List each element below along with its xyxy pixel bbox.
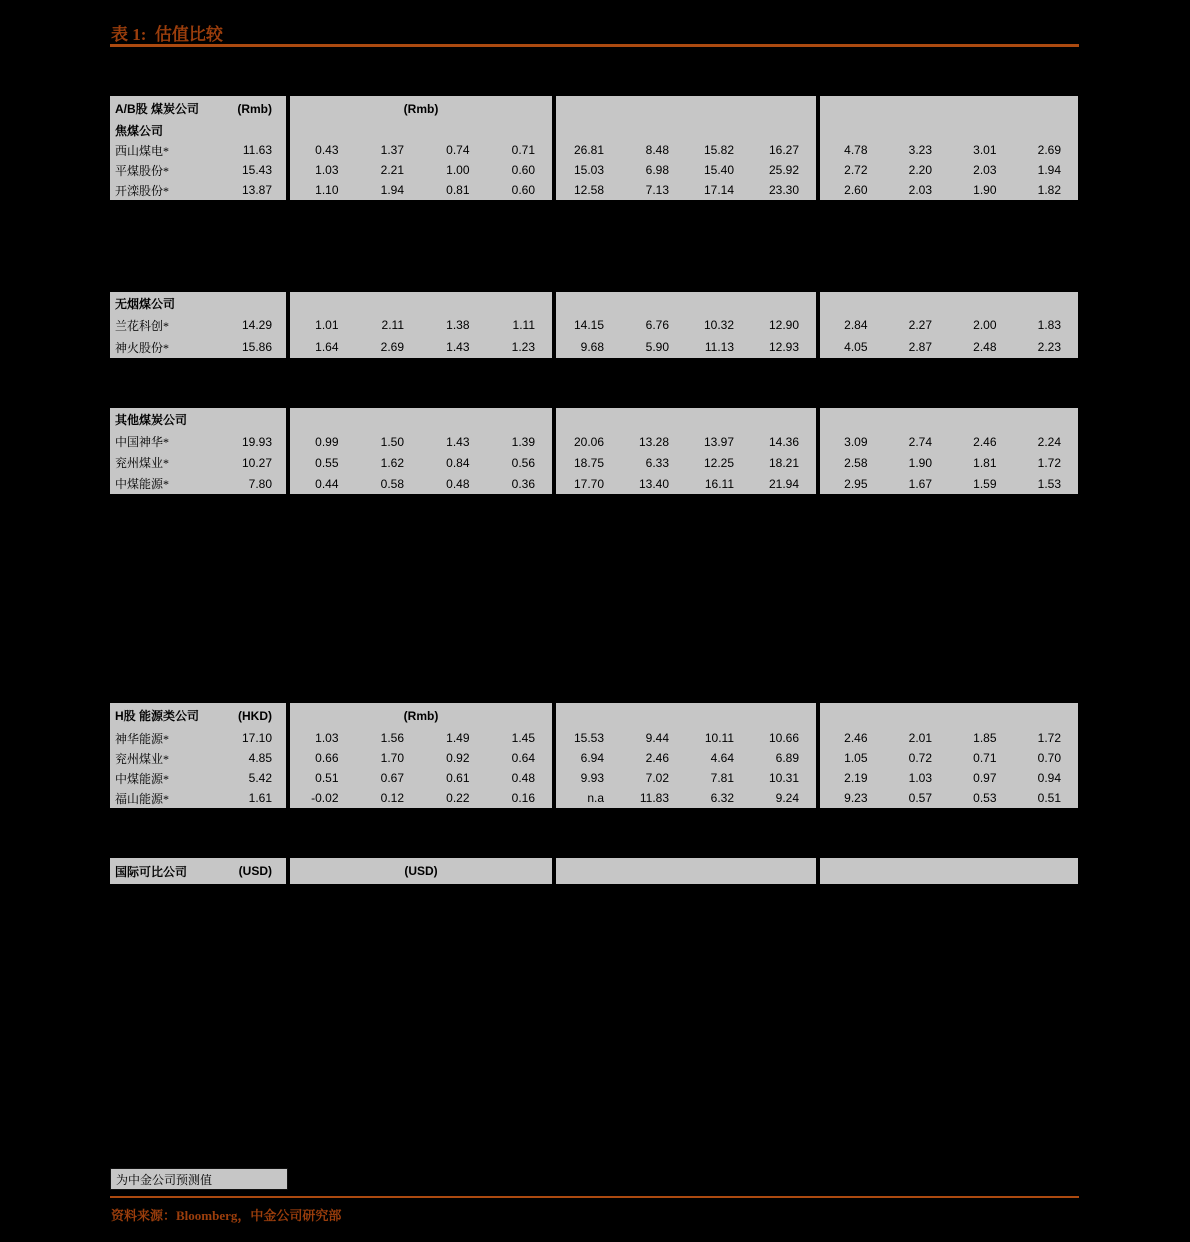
value-cell: 1.50 [380, 434, 404, 449]
value-group [820, 160, 1078, 180]
category-cell [110, 408, 286, 431]
value-cell: 1.72 [1037, 455, 1061, 470]
value-group [556, 314, 816, 336]
category-row [110, 408, 1078, 431]
header-group3-cell [556, 858, 816, 884]
value-cell: 4.64 [710, 751, 734, 765]
price-cell: 1.61 [248, 791, 272, 805]
value-group [556, 768, 816, 788]
value-cell: 0.51 [315, 771, 339, 785]
header-group4-cell [820, 96, 1078, 121]
value-cell: 1.70 [380, 751, 404, 765]
value-cell: 2.03 [973, 163, 997, 177]
table-anthracite [110, 292, 1078, 358]
value-cell: 6.98 [645, 163, 669, 177]
value-cell: 17.14 [703, 183, 734, 197]
empty-cell [820, 121, 1078, 140]
header-group4-cell [820, 858, 1078, 884]
value-cell: 2.69 [380, 340, 404, 354]
value-cell: 15.40 [703, 163, 734, 177]
empty-cell [556, 408, 816, 431]
value-cell: 1.43 [446, 434, 470, 449]
value-cell: 10.31 [768, 771, 799, 785]
value-cell: 1.49 [446, 731, 470, 745]
empty-cell [820, 292, 1078, 314]
value-cell: 11.13 [704, 340, 734, 354]
value-cell: 0.43 [315, 143, 339, 157]
company-cell [110, 314, 286, 336]
company-name: 中煤能源* [115, 477, 170, 491]
value-cell: 0.84 [446, 455, 470, 470]
table-row [110, 431, 1078, 452]
value-group [820, 788, 1078, 808]
group2-unit-label: (Rmb) [403, 101, 439, 116]
value-cell: 4.05 [844, 340, 868, 354]
value-group [820, 314, 1078, 336]
table-other-coal [110, 408, 1078, 494]
value-cell: 1.38 [446, 318, 470, 332]
company-name: 西山煤电* [115, 143, 170, 158]
company-name: 平煤股份* [115, 163, 170, 178]
value-cell: 6.33 [645, 455, 669, 470]
value-group [290, 473, 552, 494]
value-group [556, 473, 816, 494]
value-cell: 1.56 [380, 731, 404, 745]
header-group3-cell [556, 96, 816, 121]
value-cell: 1.67 [908, 476, 932, 491]
value-cell: 0.81 [446, 183, 470, 197]
value-cell: 9.44 [645, 731, 669, 745]
empty-cell [556, 121, 816, 140]
value-cell: 2.00 [973, 318, 997, 332]
company-cell [110, 452, 286, 473]
value-cell: 1.90 [973, 183, 997, 197]
value-cell: 20.06 [573, 434, 604, 449]
value-cell: 6.89 [775, 751, 799, 765]
table-row [110, 473, 1078, 494]
value-cell: 1.94 [380, 183, 404, 197]
category-row [110, 292, 1078, 314]
table-row [110, 180, 1078, 200]
value-cell: 0.22 [446, 791, 470, 805]
value-cell: 4.78 [844, 143, 868, 157]
value-group [820, 728, 1078, 748]
value-cell: 18.75 [573, 455, 604, 470]
company-cell [110, 180, 286, 200]
empty-cell [290, 121, 552, 140]
value-cell: 0.48 [511, 771, 535, 785]
price-cell: 5.42 [248, 771, 272, 785]
value-cell: 12.58 [573, 183, 604, 197]
value-group [290, 314, 552, 336]
value-cell: 2.24 [1037, 434, 1061, 449]
table-row [110, 160, 1078, 180]
value-cell: 0.74 [446, 143, 470, 157]
bottom-rule [110, 1196, 1079, 1198]
company-cell [110, 473, 286, 494]
value-group [556, 160, 816, 180]
value-cell: 0.99 [315, 434, 339, 449]
value-cell: 6.32 [710, 791, 734, 805]
value-cell: 15.82 [703, 143, 734, 157]
value-cell: 18.21 [768, 455, 799, 470]
value-cell: 2.46 [844, 731, 868, 745]
value-cell: 0.57 [908, 791, 932, 805]
value-cell: 14.15 [573, 318, 604, 332]
value-cell: 2.58 [844, 455, 868, 470]
value-cell: 0.58 [380, 476, 404, 491]
category-cell [110, 121, 286, 140]
value-cell: 1.11 [512, 318, 535, 332]
value-cell: 1.00 [446, 163, 470, 177]
value-cell: 21.94 [768, 476, 799, 491]
value-cell: 23.30 [768, 183, 799, 197]
value-cell: 2.69 [1037, 143, 1061, 157]
value-cell: 17.70 [573, 476, 604, 491]
value-group [820, 452, 1078, 473]
price-cell: 4.85 [248, 751, 272, 765]
value-cell: 13.28 [638, 434, 669, 449]
value-cell: 9.24 [775, 791, 799, 805]
value-cell: 7.81 [710, 771, 734, 785]
value-cell: 0.61 [446, 771, 470, 785]
value-cell: 13.97 [703, 434, 734, 449]
value-cell: 2.23 [1037, 340, 1061, 354]
value-group [556, 788, 816, 808]
value-cell: 0.36 [511, 476, 535, 491]
table-row [110, 336, 1078, 358]
value-cell: 2.74 [908, 434, 932, 449]
table-row [110, 768, 1078, 788]
value-cell: 0.94 [1037, 771, 1061, 785]
company-name: 兖州煤业* [115, 751, 170, 766]
source-line: 资料来源：Bloomberg，中金公司研究部 [111, 1208, 342, 1223]
value-cell: 1.03 [315, 731, 339, 745]
table-row [110, 748, 1078, 768]
company-cell [110, 160, 286, 180]
company-name: 中煤能源* [115, 771, 170, 786]
company-name: 兖州煤业* [115, 456, 170, 470]
value-cell: 1.81 [973, 455, 997, 470]
header-left-cell [110, 703, 286, 728]
value-cell: 26.81 [573, 143, 604, 157]
value-cell: 11.83 [639, 791, 669, 805]
value-cell: 1.53 [1037, 476, 1061, 491]
value-cell: 12.90 [768, 318, 799, 332]
value-cell: 0.56 [511, 455, 535, 470]
value-group [820, 336, 1078, 358]
header-left-cell [110, 858, 286, 884]
value-cell: 0.60 [511, 163, 535, 177]
price-cell: 7.80 [248, 476, 272, 491]
value-group [290, 768, 552, 788]
company-cell [110, 748, 286, 768]
value-cell: 1.37 [380, 143, 404, 157]
price-cell: 15.43 [241, 163, 272, 177]
value-cell: 1.83 [1037, 318, 1061, 332]
value-cell: 10.32 [703, 318, 734, 332]
company-name: 开滦股份* [115, 183, 170, 198]
value-cell: 0.72 [908, 751, 932, 765]
value-cell: 16.27 [768, 143, 799, 157]
value-cell: 1.43 [446, 340, 470, 354]
value-cell: 2.46 [645, 751, 669, 765]
value-cell: 2.01 [908, 731, 932, 745]
table-row [110, 140, 1078, 160]
table-row [110, 452, 1078, 473]
table-header-row [110, 858, 1078, 884]
value-group [290, 452, 552, 473]
value-cell: 0.48 [446, 476, 470, 491]
value-cell: 1.59 [973, 476, 997, 491]
table-header-row [110, 96, 1078, 121]
company-name: 兰花科创* [115, 318, 170, 333]
currency-unit-label: (USD) [238, 864, 272, 878]
value-cell: 1.72 [1037, 731, 1061, 745]
value-cell: 1.39 [511, 434, 535, 449]
value-cell: 1.94 [1037, 163, 1061, 177]
category-label: 无烟煤公司 [115, 296, 176, 311]
value-cell: 0.64 [511, 751, 535, 765]
value-cell: 0.97 [973, 771, 997, 785]
value-cell: 1.82 [1037, 183, 1061, 197]
value-cell: 12.93 [768, 340, 799, 354]
value-group [556, 728, 816, 748]
value-cell: 1.05 [844, 751, 868, 765]
value-cell: 2.95 [844, 476, 868, 491]
table-row [110, 314, 1078, 336]
value-cell: 15.53 [573, 731, 604, 745]
group2-unit-label: (Rmb) [403, 708, 439, 723]
value-cell: 0.16 [511, 791, 535, 805]
company-cell [110, 336, 286, 358]
value-group [556, 452, 816, 473]
value-cell: 8.48 [645, 143, 669, 157]
value-cell: 3.09 [844, 434, 868, 449]
header-group2-cell [290, 858, 552, 884]
empty-cell [290, 292, 552, 314]
value-group [820, 768, 1078, 788]
category-row [110, 121, 1078, 140]
value-cell: 9.93 [580, 771, 604, 785]
company-name: 中国神华* [115, 435, 170, 449]
table-ab-coal [110, 96, 1078, 200]
table-row [110, 728, 1078, 748]
value-cell: 13.40 [638, 476, 669, 491]
table-name-label: 国际可比公司 [115, 864, 188, 879]
table-title: 表 1: 估值比较 [111, 25, 223, 44]
company-name: 神华能源* [115, 731, 170, 746]
value-cell: 3.23 [908, 143, 932, 157]
table-name-label: H股 能源类公司 [115, 709, 200, 723]
value-cell: 2.72 [844, 163, 868, 177]
value-group [290, 728, 552, 748]
value-cell: 10.11 [704, 731, 734, 745]
value-cell: 0.92 [446, 751, 470, 765]
category-label: 其他煤炭公司 [115, 413, 188, 427]
value-group [556, 336, 816, 358]
value-group [290, 431, 552, 452]
company-cell [110, 788, 286, 808]
value-group [556, 748, 816, 768]
value-cell: 1.85 [973, 731, 997, 745]
value-cell: 1.10 [315, 183, 339, 197]
currency-unit-label: (Rmb) [237, 101, 272, 116]
header-group4-cell [820, 703, 1078, 728]
value-cell: 9.68 [580, 340, 604, 354]
value-group [290, 180, 552, 200]
value-cell: 15.03 [573, 163, 604, 177]
price-cell: 15.86 [241, 340, 272, 354]
value-group [820, 140, 1078, 160]
value-cell: 9.23 [844, 791, 868, 805]
value-cell: 0.53 [973, 791, 997, 805]
value-cell: 12.25 [703, 455, 734, 470]
value-cell: 0.70 [1037, 751, 1061, 765]
value-cell: 2.87 [908, 340, 932, 354]
value-cell: 6.76 [645, 318, 669, 332]
empty-cell [290, 408, 552, 431]
value-group [290, 160, 552, 180]
table-name-label: A/B股 煤炭公司 [115, 102, 200, 116]
value-cell: n.a [587, 791, 604, 805]
category-cell [110, 292, 286, 314]
price-cell: 19.93 [241, 434, 272, 449]
value-group [820, 473, 1078, 494]
value-cell: 2.48 [973, 340, 997, 354]
value-cell: 0.55 [315, 455, 339, 470]
category-label: 焦煤公司 [115, 124, 164, 138]
price-cell: 14.29 [241, 318, 272, 332]
value-cell: 6.94 [580, 751, 604, 765]
value-cell: 1.03 [908, 771, 932, 785]
company-cell [110, 728, 286, 748]
title-rule [110, 44, 1079, 47]
value-cell: 0.66 [315, 751, 339, 765]
value-cell: 1.62 [380, 455, 404, 470]
value-cell: 0.71 [973, 751, 997, 765]
value-cell: 0.12 [380, 791, 404, 805]
value-group [556, 180, 816, 200]
value-group [290, 140, 552, 160]
value-cell: 2.03 [908, 183, 932, 197]
company-name: 神火股份* [115, 340, 170, 355]
price-cell: 10.27 [241, 455, 272, 470]
value-cell: 2.20 [908, 163, 932, 177]
value-cell: 1.23 [511, 340, 535, 354]
header-group2-cell [290, 96, 552, 121]
table-header-row [110, 703, 1078, 728]
value-cell: 25.92 [768, 163, 799, 177]
header-left-cell [110, 96, 286, 121]
group2-unit-label: (USD) [404, 864, 438, 878]
value-group [820, 180, 1078, 200]
table-row [110, 788, 1078, 808]
value-group [290, 788, 552, 808]
value-cell: 2.19 [844, 771, 868, 785]
value-cell: 1.03 [315, 163, 339, 177]
header-group3-cell [556, 703, 816, 728]
value-cell: 1.01 [315, 318, 339, 332]
value-cell: -0.02 [311, 791, 339, 805]
value-cell: 2.11 [381, 318, 404, 332]
value-cell: 16.11 [704, 476, 734, 491]
price-cell: 13.87 [241, 183, 272, 197]
value-cell: 5.90 [645, 340, 669, 354]
company-cell [110, 431, 286, 452]
value-cell: 14.36 [768, 434, 799, 449]
company-name: 福山能源* [115, 791, 170, 806]
empty-cell [556, 292, 816, 314]
currency-unit-label: (HKD) [238, 708, 272, 723]
value-cell: 2.27 [908, 318, 932, 332]
value-group [556, 140, 816, 160]
value-group [556, 431, 816, 452]
value-cell: 0.60 [511, 183, 535, 197]
value-cell: 1.45 [511, 731, 535, 745]
empty-cell [820, 408, 1078, 431]
price-cell: 11.63 [242, 143, 272, 157]
value-cell: 2.21 [380, 163, 404, 177]
header-group2-cell [290, 703, 552, 728]
value-cell: 2.84 [844, 318, 868, 332]
table-international-comparables [110, 858, 1078, 884]
value-cell: 7.02 [645, 771, 669, 785]
value-group [820, 431, 1078, 452]
value-group [290, 336, 552, 358]
value-group [290, 748, 552, 768]
value-cell: 10.66 [768, 731, 799, 745]
value-group [820, 748, 1078, 768]
value-cell: 7.13 [645, 183, 669, 197]
value-cell: 2.60 [844, 183, 868, 197]
value-cell: 2.46 [973, 434, 997, 449]
value-cell: 0.71 [511, 143, 535, 157]
value-cell: 1.90 [908, 455, 932, 470]
price-cell: 17.10 [241, 731, 272, 745]
value-cell: 0.67 [380, 771, 404, 785]
forecast-footnote: 为中金公司预测值 [110, 1168, 288, 1190]
table-hshare-energy [110, 703, 1078, 808]
value-cell: 0.51 [1037, 791, 1061, 805]
company-cell [110, 768, 286, 788]
value-cell: 1.64 [315, 340, 339, 354]
company-cell [110, 140, 286, 160]
value-cell: 0.44 [315, 476, 339, 491]
value-cell: 3.01 [973, 143, 997, 157]
